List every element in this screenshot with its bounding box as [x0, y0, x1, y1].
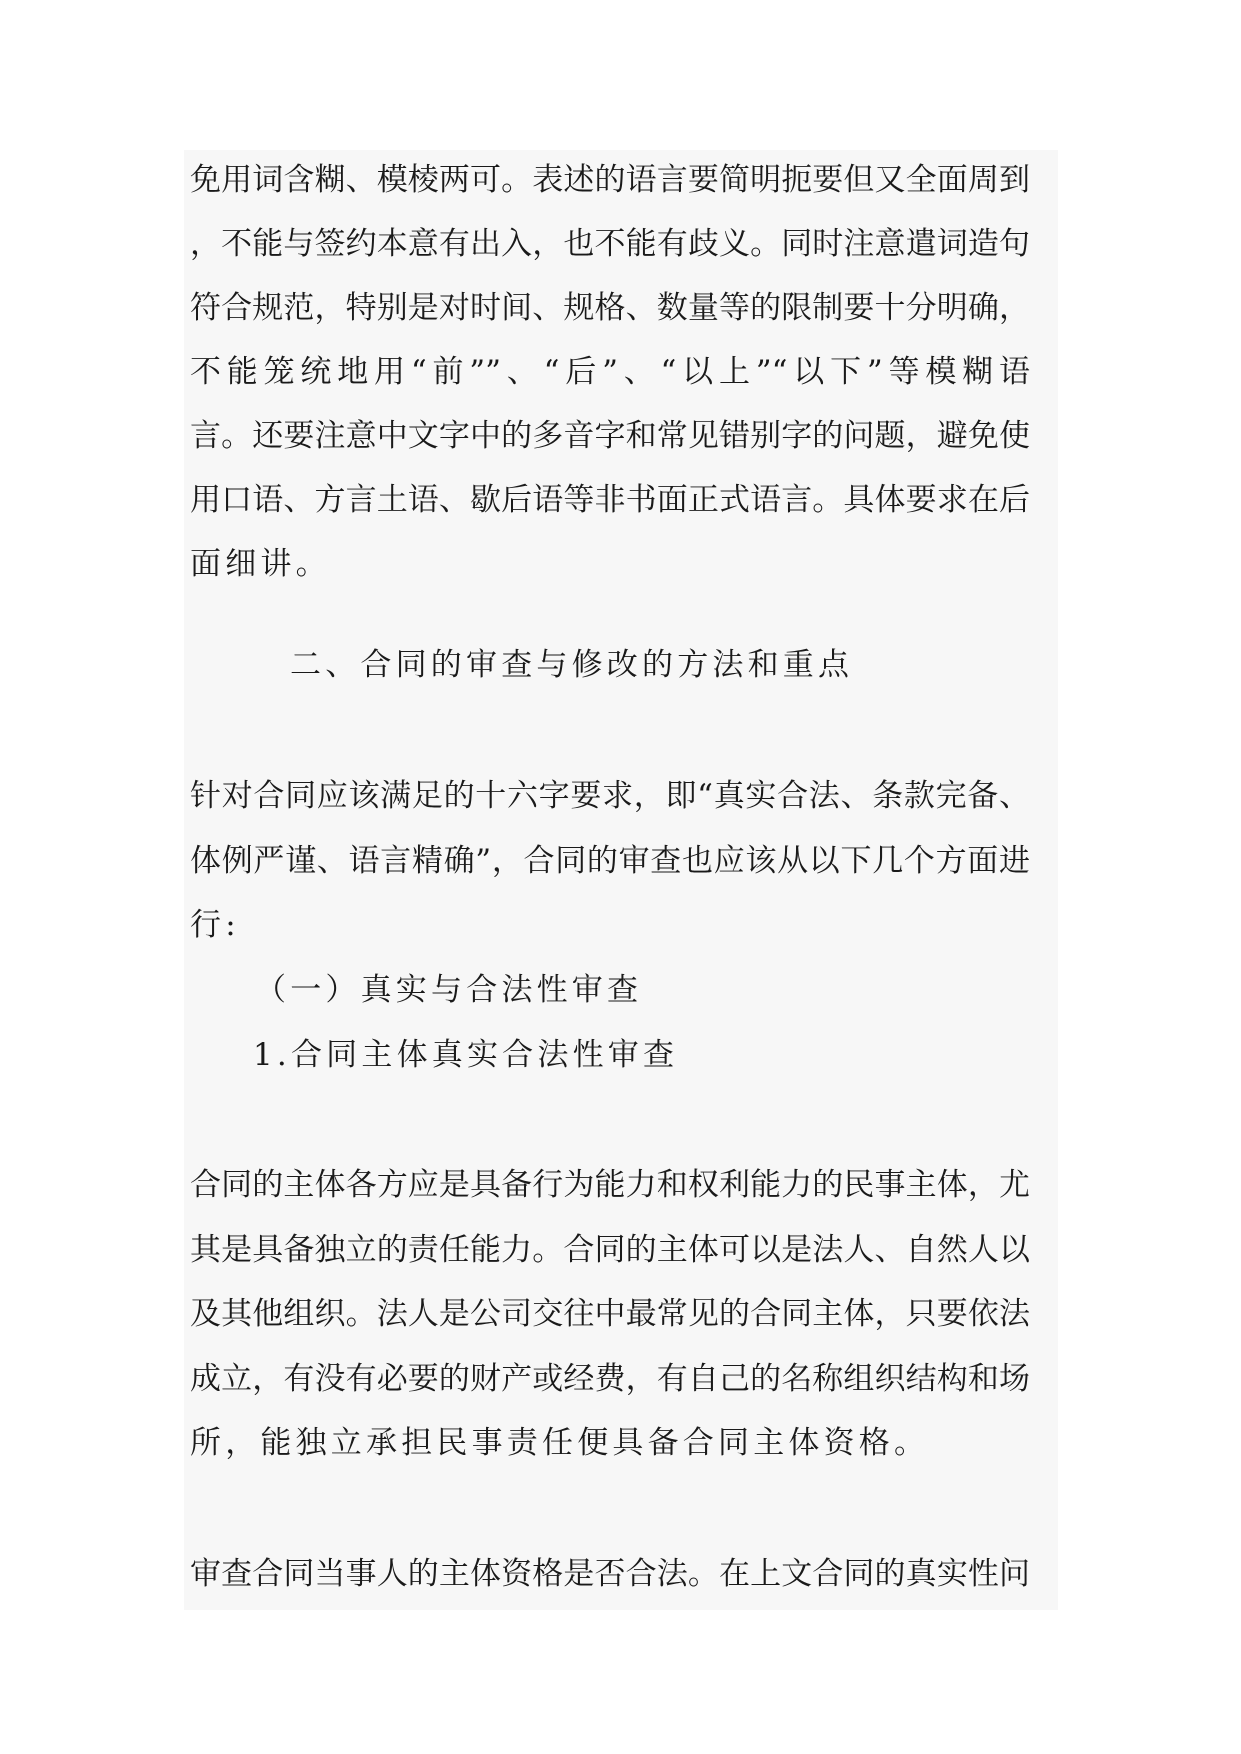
paragraph-line: 针对合同应该满足的十六字要求，即“真实合法、条款完备、	[190, 778, 1030, 814]
paragraph-line: 审查合同当事人的主体资格是否合法。在上文合同的真实性问	[190, 1556, 1030, 1592]
paragraph-line: 其是具备独立的责任能力。合同的主体可以是法人、自然人以	[190, 1232, 1030, 1268]
paragraph-line: 成立，有没有必要的财产或经费，有自己的名称组织结构和场	[190, 1361, 1030, 1397]
paragraph-line: 不能笼统地用“前””、“后”、“以上”“以下”等模糊语	[190, 354, 1030, 390]
paragraph-line: 合同的主体各方应是具备行为能力和权利能力的民事主体，尤	[190, 1167, 1030, 1203]
item-heading: 1.合同主体真实合法性审查	[253, 1037, 679, 1073]
paragraph-line: 用口语、方言土语、歇后语等非书面正式语言。具体要求在后	[190, 482, 1030, 518]
paragraph-line: 面细讲。	[190, 546, 331, 582]
paragraph-line: 言。还要注意中文字中的多音字和常见错别字的问题，避免使	[190, 418, 1030, 454]
paragraph-line: 行:	[190, 907, 240, 943]
paragraph-line: 符合规范，特别是对时间、规格、数量等的限制要十分明确，	[190, 290, 1030, 326]
paragraph-line: 免用词含糊、模棱两可。表述的语言要简明扼要但又全面周到	[190, 162, 1030, 198]
paragraph-line: 所，能独立承担民事责任便具备合同主体资格。	[190, 1425, 930, 1461]
subsection-heading: （一）真实与合法性审查	[255, 972, 643, 1008]
paragraph-line: 及其他组织。法人是公司交往中最常见的合同主体，只要依法	[190, 1296, 1030, 1332]
paragraph-line: ，不能与签约本意有出入，也不能有歧义。同时注意遣词造句	[190, 226, 1030, 262]
paragraph-line: 体例严谨、语言精确”，合同的审查也应该从以下几个方面进	[190, 843, 1030, 879]
section-heading: 二、合同的审查与修改的方法和重点	[290, 647, 854, 683]
